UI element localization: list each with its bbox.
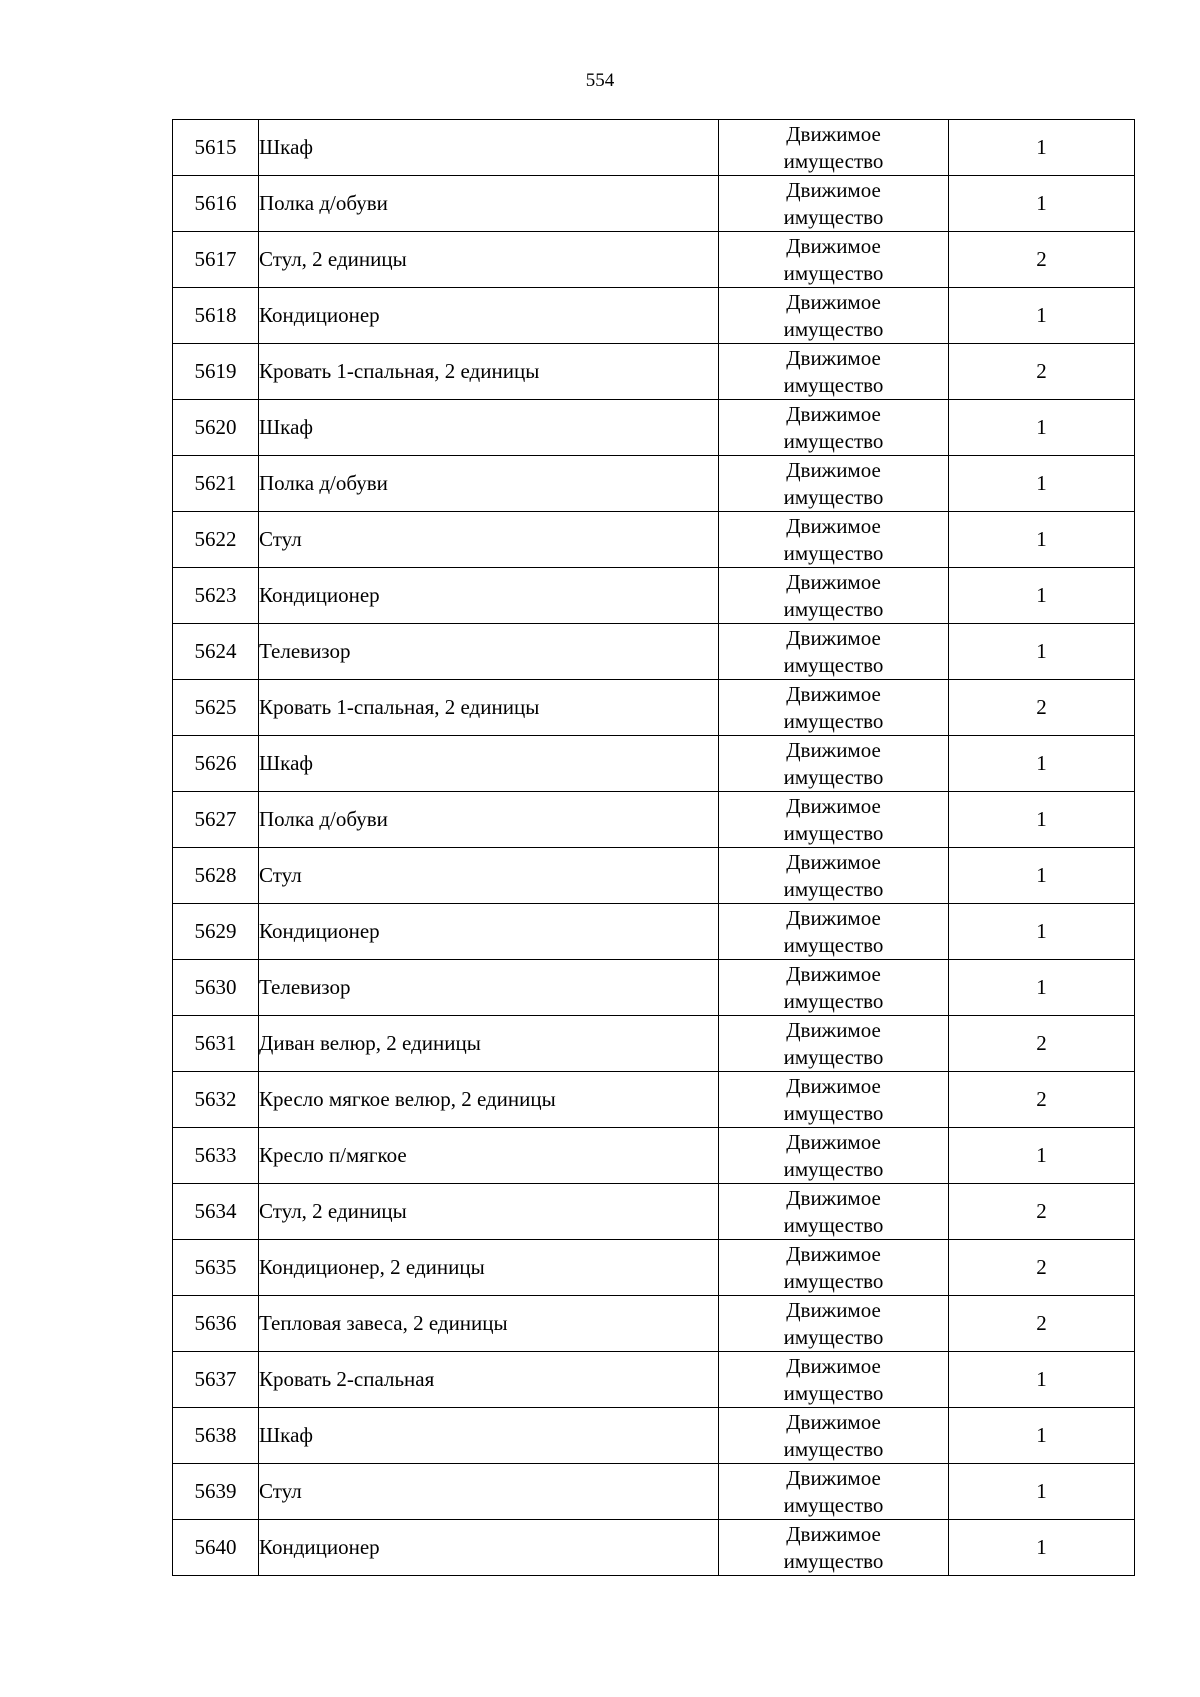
item-name: Телевизор [259,624,719,680]
table-row [173,960,1135,1016]
property-type [719,232,949,288]
property-type-line-1: Движимое [786,1353,881,1378]
property-type [719,1296,949,1352]
table-row [173,512,1135,568]
property-type [719,1408,949,1464]
table-row [173,1016,1135,1072]
row-number: 5618 [173,288,259,344]
row-number: 5638 [173,1408,259,1464]
row-number: 5616 [173,176,259,232]
item-name: Кресло мягкое велюр, 2 единицы [259,1072,719,1128]
property-type [719,680,949,736]
item-name: Кондиционер [259,904,719,960]
item-name: Кровать 2-спальная [259,1352,719,1408]
property-type [719,456,949,512]
item-quantity: 1 [949,568,1135,624]
item-name: Полка д/обуви [259,792,719,848]
property-type-line-1: Движимое [786,289,881,314]
item-quantity: 1 [949,792,1135,848]
item-quantity: 1 [949,176,1135,232]
property-type-line-1: Движимое [786,737,881,762]
property-type-line-2: имущество [783,596,884,621]
row-number: 5615 [173,120,259,176]
table-row [173,456,1135,512]
item-quantity: 2 [949,344,1135,400]
table-row [173,344,1135,400]
item-name: Стул, 2 единицы [259,232,719,288]
property-type-line-1: Движимое [786,1297,881,1322]
property-type [719,792,949,848]
property-type-line-1: Движимое [786,1073,881,1098]
property-type-line-1: Движимое [786,457,881,482]
property-type [719,960,949,1016]
item-quantity: 2 [949,1184,1135,1240]
property-type-line-2: имущество [783,1492,884,1517]
property-type-line-2: имущество [783,764,884,789]
item-quantity: 2 [949,1240,1135,1296]
property-type-line-1: Движимое [786,681,881,706]
property-type [719,1184,949,1240]
property-type-line-1: Движимое [786,849,881,874]
row-number: 5628 [173,848,259,904]
table-row [173,680,1135,736]
item-quantity: 2 [949,1296,1135,1352]
item-name: Полка д/обуви [259,456,719,512]
item-quantity: 1 [949,960,1135,1016]
item-name: Диван велюр, 2 единицы [259,1016,719,1072]
property-type-line-2: имущество [783,260,884,285]
row-number: 5627 [173,792,259,848]
item-name: Кровать 1-спальная, 2 единицы [259,680,719,736]
property-type [719,1016,949,1072]
property-type [719,1352,949,1408]
property-type-line-2: имущество [783,1324,884,1349]
item-quantity: 1 [949,288,1135,344]
row-number: 5620 [173,400,259,456]
item-quantity: 1 [949,1520,1135,1576]
row-number: 5632 [173,1072,259,1128]
property-type-line-1: Движимое [786,345,881,370]
row-number: 5637 [173,1352,259,1408]
property-type [719,400,949,456]
property-type [719,120,949,176]
row-number: 5633 [173,1128,259,1184]
property-type-line-2: имущество [783,932,884,957]
table-row [173,1408,1135,1464]
property-type [719,736,949,792]
property-type [719,624,949,680]
property-type-line-1: Движимое [786,1129,881,1154]
row-number: 5630 [173,960,259,1016]
property-type-line-2: имущество [783,484,884,509]
property-type-line-1: Движимое [786,1465,881,1490]
item-name: Стул, 2 единицы [259,1184,719,1240]
property-type-line-2: имущество [783,204,884,229]
table-row [173,624,1135,680]
property-type-line-1: Движимое [786,625,881,650]
row-number: 5640 [173,1520,259,1576]
property-type-line-1: Движимое [786,961,881,986]
item-quantity: 1 [949,736,1135,792]
table-row [173,1296,1135,1352]
property-type-line-2: имущество [783,1436,884,1461]
row-number: 5625 [173,680,259,736]
property-type-line-2: имущество [783,540,884,565]
property-type [719,1128,949,1184]
property-type-line-1: Движимое [786,569,881,594]
property-type-line-2: имущество [783,820,884,845]
property-type-line-2: имущество [783,148,884,173]
table-row [173,176,1135,232]
property-type-line-2: имущество [783,988,884,1013]
property-type-line-2: имущество [783,316,884,341]
property-type [719,1240,949,1296]
property-type-line-2: имущество [783,652,884,677]
item-quantity: 1 [949,1352,1135,1408]
item-quantity: 2 [949,1072,1135,1128]
item-name: Кровать 1-спальная, 2 единицы [259,344,719,400]
property-type-line-2: имущество [783,372,884,397]
property-type-line-1: Движимое [786,1185,881,1210]
item-name: Шкаф [259,736,719,792]
property-type [719,904,949,960]
table-row [173,736,1135,792]
row-number: 5631 [173,1016,259,1072]
table-row [173,1520,1135,1576]
property-type-line-1: Движимое [786,401,881,426]
item-quantity: 1 [949,624,1135,680]
item-name: Тепловая завеса, 2 единицы [259,1296,719,1352]
item-name: Кондиционер, 2 единицы [259,1240,719,1296]
table-row [173,120,1135,176]
property-type-line-2: имущество [783,428,884,453]
item-quantity: 2 [949,1016,1135,1072]
table-row [173,288,1135,344]
property-type-line-1: Движимое [786,121,881,146]
row-number: 5626 [173,736,259,792]
property-type-line-2: имущество [783,1548,884,1573]
table-row [173,1072,1135,1128]
row-number: 5639 [173,1464,259,1520]
item-name: Полка д/обуви [259,176,719,232]
property-type-line-1: Движимое [786,1409,881,1434]
row-number: 5634 [173,1184,259,1240]
inventory-table-body [173,120,1135,1576]
row-number: 5635 [173,1240,259,1296]
item-quantity: 1 [949,848,1135,904]
property-type-line-2: имущество [783,1212,884,1237]
item-quantity: 1 [949,1464,1135,1520]
item-name: Шкаф [259,1408,719,1464]
table-row [173,848,1135,904]
property-type [719,568,949,624]
property-type-line-1: Движимое [786,1521,881,1546]
item-name: Стул [259,512,719,568]
property-type-line-1: Движимое [786,513,881,538]
property-type [719,512,949,568]
property-type-line-1: Движимое [786,233,881,258]
property-type-line-1: Движимое [786,905,881,930]
property-type-line-1: Движимое [786,1017,881,1042]
table-row [173,1352,1135,1408]
property-type [719,1520,949,1576]
property-type [719,1464,949,1520]
row-number: 5636 [173,1296,259,1352]
property-type-line-1: Движимое [786,1241,881,1266]
property-type [719,1072,949,1128]
row-number: 5623 [173,568,259,624]
property-type-line-2: имущество [783,1380,884,1405]
item-quantity: 1 [949,512,1135,568]
property-type-line-1: Движимое [786,177,881,202]
row-number: 5624 [173,624,259,680]
property-type [719,288,949,344]
property-type [719,344,949,400]
item-name: Кресло п/мягкое [259,1128,719,1184]
property-type-line-2: имущество [783,1268,884,1293]
item-quantity: 2 [949,232,1135,288]
item-name: Телевизор [259,960,719,1016]
item-quantity: 1 [949,456,1135,512]
item-quantity: 1 [949,1408,1135,1464]
table-row [173,400,1135,456]
item-name: Стул [259,848,719,904]
item-quantity: 1 [949,120,1135,176]
table-row [173,792,1135,848]
item-name: Кондиционер [259,1520,719,1576]
table-row [173,1128,1135,1184]
item-quantity: 1 [949,1128,1135,1184]
table-row [173,1240,1135,1296]
property-type-line-2: имущество [783,1044,884,1069]
property-type-line-2: имущество [783,876,884,901]
item-quantity: 1 [949,904,1135,960]
item-name: Шкаф [259,120,719,176]
row-number: 5629 [173,904,259,960]
row-number: 5621 [173,456,259,512]
row-number: 5622 [173,512,259,568]
property-type-line-2: имущество [783,1156,884,1181]
table-row [173,232,1135,288]
property-type [719,176,949,232]
item-name: Стул [259,1464,719,1520]
property-type-line-2: имущество [783,708,884,733]
item-name: Кондиционер [259,288,719,344]
item-quantity: 2 [949,680,1135,736]
row-number: 5617 [173,232,259,288]
table-row [173,904,1135,960]
inventory-table [172,119,1135,1576]
table-row [173,568,1135,624]
item-name: Кондиционер [259,568,719,624]
page-number: 554 [585,70,615,91]
property-type-line-1: Движимое [786,793,881,818]
table-row [173,1184,1135,1240]
table-row [173,1464,1135,1520]
row-number: 5619 [173,344,259,400]
item-name: Шкаф [259,400,719,456]
property-type-line-2: имущество [783,1100,884,1125]
property-type [719,848,949,904]
item-quantity: 1 [949,400,1135,456]
